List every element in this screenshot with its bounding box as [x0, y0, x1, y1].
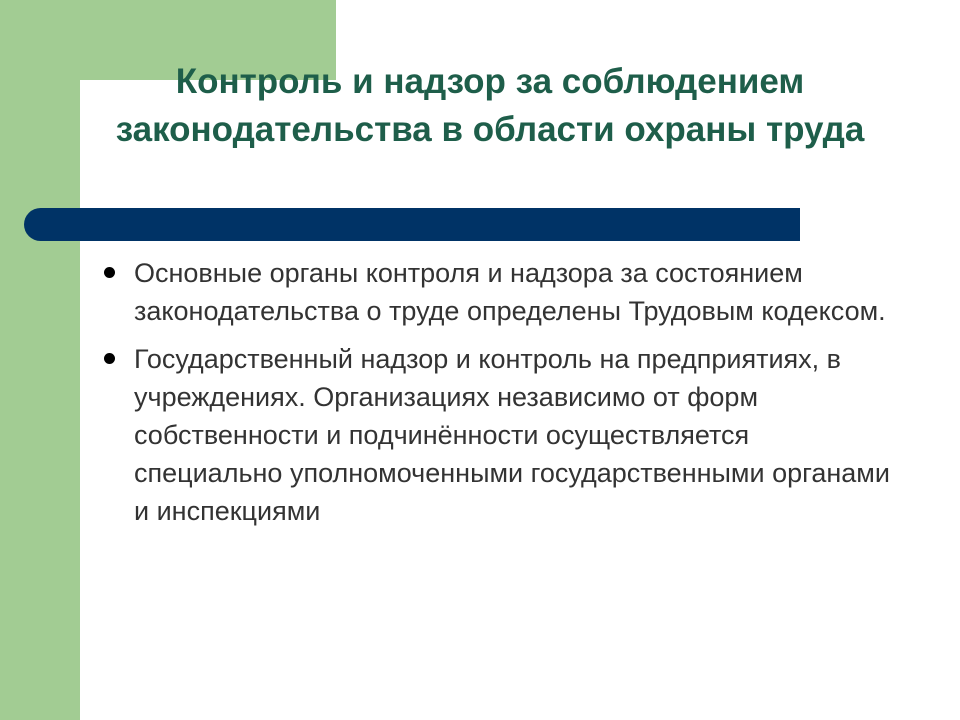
bullet-dot-icon	[104, 353, 115, 364]
bullet-text: Государственный надзор и контроль на предприятиях, в учреждениях. Организациях независимо от форм собственности и подчинённости осуществляется специально уполномоченными государственными органами и инспекциями	[134, 344, 890, 526]
bullet-dot-icon	[104, 267, 115, 278]
bullet-item	[100, 254, 900, 330]
decorative-green-band	[0, 0, 80, 720]
slide-title: Контроль и надзор за соблюдением законодательства в области охраны труда	[115, 62, 865, 149]
bullet-item	[100, 340, 900, 530]
bullet-list	[100, 254, 900, 540]
bullet-text: Основные органы контроля и надзора за состоянием законодательства о труде определены Трудовым кодексом.	[134, 258, 886, 326]
title-underline-bar	[24, 208, 800, 241]
